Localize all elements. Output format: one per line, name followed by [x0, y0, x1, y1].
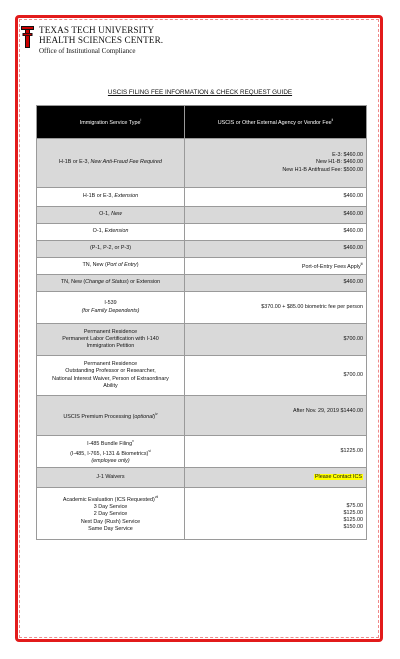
- double-t-logo-icon: [21, 26, 34, 48]
- fee-header: USCIS or Other External Agency or Vendor Fee$^{ii}$: [185, 106, 367, 139]
- service-cell: H-1B or E-3, Extension: [37, 188, 185, 207]
- document-title: USCIS FILING FEE INFORMATION & CHECK REQUEST GUIDE: [107, 89, 293, 96]
- service-cell: (P-1, P-2, or P-3): [37, 241, 185, 258]
- institution-logo: [21, 25, 163, 57]
- table-row: [37, 292, 367, 324]
- fee-cell: $460.00: [185, 188, 367, 207]
- fee-cell: $700.00: [185, 356, 367, 396]
- table-row: [37, 488, 367, 540]
- table-header-row: [37, 106, 367, 139]
- table-row: [37, 207, 367, 224]
- fee-cell: [185, 468, 367, 488]
- fee-cell: $370.00 + $85.00 biometric fee per person: [185, 292, 367, 324]
- table-row: [37, 468, 367, 488]
- fee-cell: $75.00 $125.00 $125.00 $150.00: [185, 488, 367, 540]
- service-cell: Permanent Residence Outstanding Professor or Researcher, National Interest Waiver, Person of Extraordinary Ability: [37, 356, 185, 396]
- service-cell: H-1B or E-3, New Anti-Fraud Fee Required: [37, 139, 185, 188]
- service-cell: TN, New (Port of Entry): [37, 258, 185, 275]
- fee-cell: $700.00: [185, 324, 367, 356]
- table-row: [37, 436, 367, 468]
- service-cell: Permanent Residence Permanent Labor Certification with I-140 Immigration Petition: [37, 324, 185, 356]
- table-row: [37, 275, 367, 292]
- fee-cell: $460.00: [185, 207, 367, 224]
- service-cell: J-1 Waivers: [37, 468, 185, 488]
- fee-cell: $1225.00: [185, 436, 367, 468]
- table-row: [37, 139, 367, 188]
- table-row: [37, 258, 367, 275]
- fee-cell: E-3: $460.00 New H1-B: $460.00 New H1-B Antifraud Fee: $500.00: [185, 139, 367, 188]
- institution-name-line1: TEXAS TECH UNIVERSITY: [39, 25, 155, 35]
- table-row: [37, 324, 367, 356]
- fee-cell: $460.00: [185, 224, 367, 241]
- service-cell: TN, New (Change of Status) or Extension: [37, 275, 185, 292]
- service-cell: USCIS Premium Processing (optional)$^{iv}$: [37, 396, 185, 436]
- fee-table: [36, 105, 367, 540]
- institution-name-line2: HEALTH SCIENCES CENTER.: [39, 35, 164, 45]
- contact-ics-highlight: Please Contact ICS: [314, 473, 362, 480]
- table-row: [37, 356, 367, 396]
- fee-cell: $460.00: [185, 275, 367, 292]
- service-cell: I-485 Bundle Filing$^v$ (I-485, I-765, I-131 & Biometrics)$^{vi}$ (employee only): [37, 436, 185, 468]
- service-cell: O-1, New: [37, 207, 185, 224]
- service-cell: O-1, Extension: [37, 224, 185, 241]
- table-row: [37, 188, 367, 207]
- service-type-header: Immigration Service Type$^i$: [37, 106, 185, 139]
- fee-cell: After Nov. 29, 2019 $1440.00: [185, 396, 367, 436]
- office-name: Office of Institutional Compliance: [39, 47, 136, 55]
- service-cell: I-539 (for Family Dependents): [37, 292, 185, 324]
- fee-cell: Port-of-Entry Fees Apply$^{iii}$: [185, 258, 367, 275]
- table-row: [37, 224, 367, 241]
- table-row: [37, 241, 367, 258]
- fee-cell: $460.00: [185, 241, 367, 258]
- service-cell: Academic Evaluation (ICS Requested)$^{vii}$ 3 Day Service 2 Day Service Next Day (Rush) Service Same Day Service: [37, 488, 185, 540]
- table-row: [37, 396, 367, 436]
